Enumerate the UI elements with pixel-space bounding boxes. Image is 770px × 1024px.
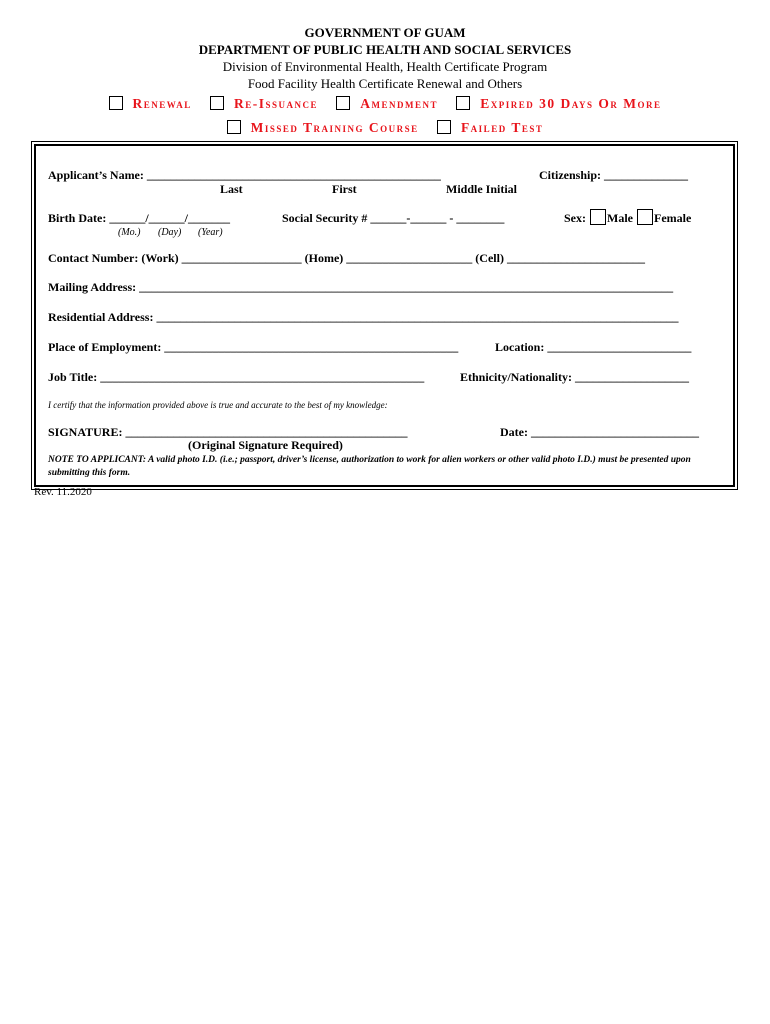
job-title-field[interactable]: Job Title: ______________________________________________________ [48,370,425,384]
checkbox-amendment[interactable] [336,96,350,110]
request-type-row-1 [0,96,770,112]
checkbox-reissuance[interactable] [210,96,224,110]
sex-field [564,209,691,226]
checkbox-renewal[interactable] [109,96,123,110]
residential-address-field[interactable]: Residential Address: _______________________________________________________________________________________ [48,310,679,324]
option-failed-test-label: Failed Test [460,120,544,135]
date-field[interactable]: Date: ____________________________ [500,425,699,439]
request-type-row-2 [0,120,770,136]
label-first: First [332,182,357,196]
place-of-employment-field[interactable]: Place of Employment: _________________________________________________ [48,340,459,354]
checkbox-failed-test[interactable] [437,120,451,134]
checkbox-male[interactable] [590,209,606,225]
option-failed-test[interactable] [437,120,543,136]
female-label: Female [654,211,692,225]
label-month: (Mo.) [118,227,141,238]
male-label: Male [607,211,633,225]
form-header [0,24,770,92]
option-amendment[interactable] [336,96,438,112]
signature-field[interactable]: SIGNATURE: _______________________________________________ [48,425,408,439]
birth-date-field[interactable]: Birth Date: ______/______/_______ [48,211,230,225]
ethnicity-field[interactable]: Ethnicity/Nationality: ___________________ [460,370,690,384]
location-field[interactable]: Location: ________________________ [495,340,692,354]
checkbox-expired[interactable] [456,96,470,110]
option-renewal[interactable] [109,96,192,112]
option-expired[interactable] [456,96,661,112]
header-division: Division of Environmental Health, Health Certificate Program [222,59,548,74]
sex-label: Sex: [564,211,586,225]
revision-label: Rev. 11.2020 [34,486,92,498]
contact-number-field[interactable]: Contact Number: (Work) ____________________ (Home) _____________________ (Cell) _______________________ [48,251,645,265]
header-form-title: Food Facility Health Certificate Renewal and Others [247,76,523,91]
checkbox-missed-training[interactable] [227,120,241,134]
label-middle-initial: Middle Initial [446,182,518,196]
option-reissuance-label: Re-Issuance [234,96,319,111]
option-amendment-label: Amendment [360,96,439,111]
applicant-name-field[interactable]: Applicant’s Name: _________________________________________________ [48,168,441,182]
signature-required-note: (Original Signature Required) [188,438,343,452]
certification-statement: I certify that the information provided above is true and accurate to the best of my knowledge: [48,400,388,410]
applicant-form-box [34,144,735,487]
mailing-address-field[interactable]: Mailing Address: _________________________________________________________________________________________ [48,280,674,294]
label-last: Last [220,182,243,196]
option-missed-training-label: Missed Training Course [250,120,419,135]
option-renewal-label: Renewal [132,96,192,111]
header-department: DEPARTMENT OF PUBLIC HEALTH AND SOCIAL SERVICES [198,42,572,57]
citizenship-field[interactable]: Citizenship: ______________ [539,168,689,182]
ssn-field[interactable]: Social Security # ______-______ - ________ [282,211,505,225]
header-government: GOVERNMENT OF GUAM [304,25,466,40]
option-expired-label: Expired 30 Days Or More [480,96,662,111]
label-day: (Day) [158,227,182,238]
checkbox-female[interactable] [637,209,653,225]
option-reissuance[interactable] [210,96,318,112]
label-year: (Year) [198,227,223,238]
note-to-applicant: NOTE TO APPLICANT: A valid photo I.D. (i.e.; passport, driver’s license, authorization to work for alien workers or other valid photo I.D.) must be presented upon submitting this form. [48,455,691,478]
option-missed-training[interactable] [227,120,419,136]
